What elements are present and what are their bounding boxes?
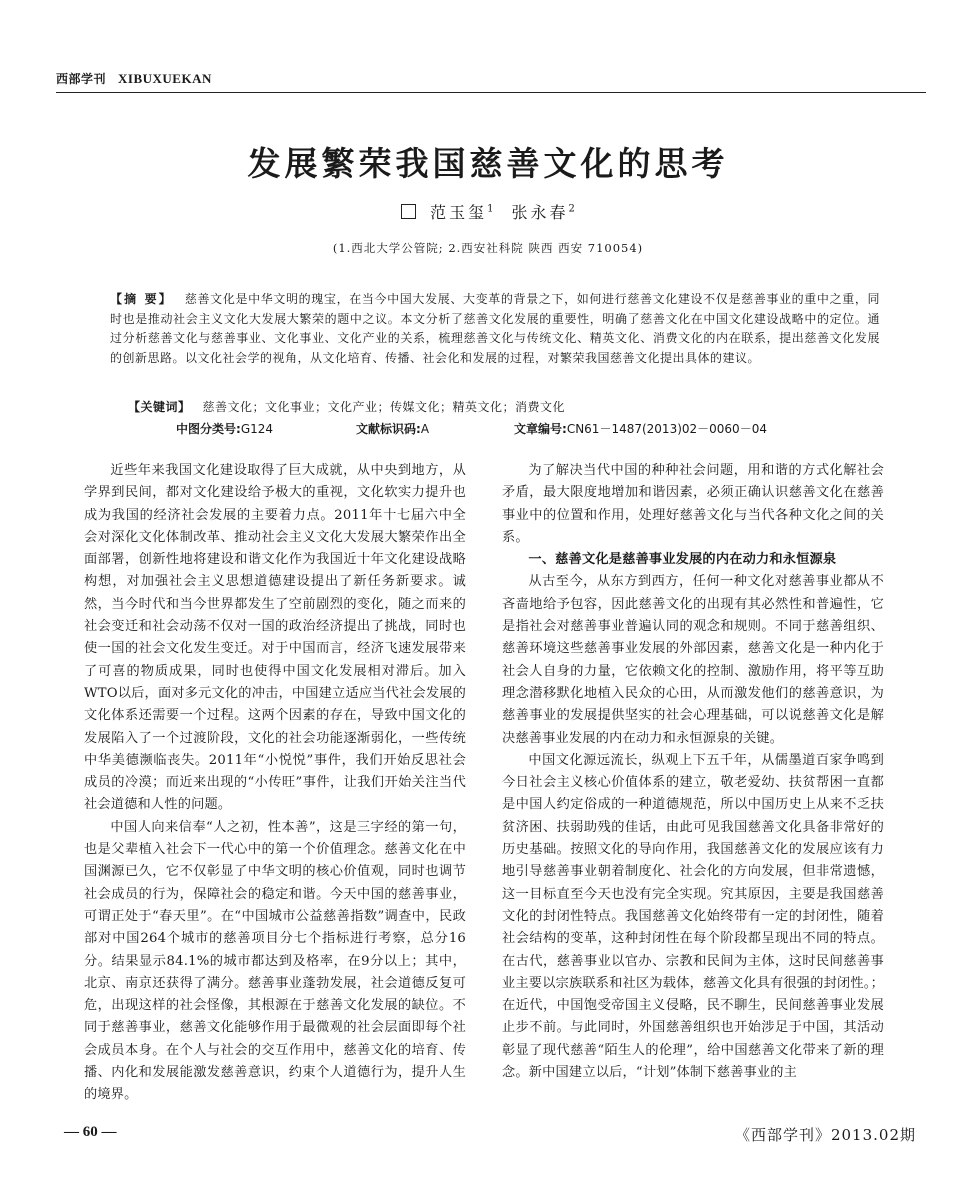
body-column-left: [84, 460, 466, 1107]
paragraph: 为了解决当代中国的种种社会问题，用和谐的方式化解社会矛盾，最大限度地增加和谐因素，必须正确认识慈善文化在慈善事业中的位置和作用，处理好慈善文化与当代各种文化之间的关系。: [502, 463, 884, 545]
author-line: [0, 200, 976, 223]
article-number-label: 文章编号:: [514, 422, 567, 436]
journal-issue: 《西部学刊》2013.02期: [734, 1126, 916, 1144]
running-header: [56, 70, 926, 93]
author-2-affil-mark: 2: [568, 203, 575, 215]
keywords-text: 慈善文化；文化事业；文化产业；传媒文化；精英文化；消费文化: [202, 400, 566, 414]
document-code-value: A: [420, 422, 430, 436]
document-code-label: 文献标识码:: [356, 422, 421, 436]
paragraph: 从古至今，从东方到西方，任何一种文化对慈善事业都从不吝啬地给予包容，因此慈善文化的出现有其必然性和普遍性，它是指社会对慈善事业普遍认同的观念和规则。不同于慈善组织、慈善环境这些慈善事业发展的外部因素，慈善文化是一种内化于社会人自身的力量，它依赖文化的控制、激励作用，将平等互助理念潜移默化地植入民众的心田，从而激发他们的慈善意识，为慈善事业的发展提供坚实的社会心理基础，可以说慈善文化是解决慈善事业发展的内在动力和永恒源泉的关键。: [502, 574, 884, 746]
affiliation: (1.西北大学公管院; 2.西安社科院 陕西 西安 710054): [332, 241, 644, 255]
abstract-label: 【摘 要】: [110, 292, 173, 306]
author-2: 张永春: [511, 203, 569, 222]
paragraph: 近些年来我国文化建设取得了巨大成就，从中央到地方，从学界到民间，都对文化建设给予极大的重视，文化软实力提升也成为我国的经济社会发展的主要着力点。2011年十七届六中全会对深化文化体制改革、推动社会主义文化大发展大繁荣作出全面部署，创新性地将建设和谐文化作为我国近十年文化建设战略构想，对加强社会主义思想道德建设提出了新任务新要求。诚然，当今时代和当今世界都发生了空前剧烈的变化，随之而来的社会变迁和社会动荡不仅对一国的政治经济提出了挑战，同时也使一国的社会文化发生变迁。对于中国而言，经济飞速发展带来了可喜的物质成果，同时也使得中国文化发展相对滞后。加入WTO以后，面对多元文化的冲击，中国建立适应当代社会发展的文化体系还需要一个过程。这两个因素的存在，导致中国文化的发展陷入了一个过渡阶段，文化的社会功能逐渐弱化，一些传统中华美德濒临丧失。2011年“小悦悦”事件，我们开始反思社会成员的冷漠；而近来出现的“小传旺”事件，让我们开始关注当代社会道德和人性的问题。: [84, 463, 466, 813]
paragraph: 中国人向来信奉“人之初，性本善”，这是三字经的第一句，也是父辈植入社会下一代心中的第一个价值理念。慈善文化在中国渊源已久，它不仅彰显了中华文明的核心价值观，同时也调节社会成员的行为，保障社会的稳定和谐。今天中国的慈善事业，可谓正处于“春天里”。在“中国城市公益慈善指数”调查中，民政部对中国264个城市的慈善项目分七个指标进行考察，总分16分。结果显示84.1%的城市都达到及格率，在9分以上；其中，北京、南京还获得了满分。慈善事业蓬勃发展，社会道德反复可危，出现这样的社会怪像，其根源在于慈善文化发展的缺位。不同于慈善事业，慈善文化能够作用于最微观的社会层面即每个社会成员本身。在个人与社会的交互作用中，慈善文化的培育、传播、内化和发展能激发慈善意识，约束个人道德行为，提升人生的境界。: [84, 819, 466, 1103]
clc-value: G124: [240, 422, 274, 436]
document-code: [356, 420, 429, 437]
keywords-label: 【关键词】: [128, 400, 191, 414]
clc-number: [176, 420, 273, 437]
article-number-value: CN61－1487(2013)02－0060－04: [566, 422, 767, 436]
author-1: 范玉玺: [430, 203, 488, 222]
article-number: [514, 420, 767, 437]
abstract: [110, 290, 880, 368]
author-1-affil-mark: 1: [487, 203, 494, 215]
clc-label: 中图分类号:: [176, 422, 241, 436]
paragraph: 中国文化源远流长，纵观上下五千年，从儒墨道百家争鸣到今日社会主义核心价值体系的建立，敬老爱幼、扶贫帮困一直都是中国人约定俗成的一种道德规范，所以中国历史上从来不乏扶贫济困、扶弱助残的佳话，由此可见我国慈善文化具备非常好的历史基础。按照文化的导向作用，我国慈善文化的发展应该有力地引导慈善事业朝着制度化、社会化的方向发展，但非常遗憾，这一目标直至今天也没有完全实现。究其原因，主要是我国慈善文化的封闭性特点。我国慈善文化始终带有一定的封闭性，随着社会结构的变革，这种封闭性在每个阶段都呈现出不同的特点。在古代，慈善事业以官办、宗教和民间为主体，这时民间慈善事业主要以宗族联系和社区为载体，慈善文化具有很强的封闭性。；在近代，中国饱受帝国主义侵略，民不聊生，民间慈善事业发展止步不前。与此同时，外国慈善组织也开始涉足于中国，其活动彰显了现代慈善“陌生人的伦理”，给中国慈善文化带来了新的理念。新中国建立以后，“计划”体制下慈善事业的主: [502, 752, 884, 1081]
article-title: 发展繁荣我国慈善文化的思考: [247, 144, 729, 183]
journal-name: 西部学刊: [56, 72, 107, 86]
journal-latin-name: XIBUXUEKAN: [118, 71, 212, 86]
section-heading: 一、慈善文化是慈善事业发展的内在动力和永恒源泉: [528, 552, 837, 568]
box-marker-icon: [401, 204, 416, 219]
abstract-text: 慈善文化是中华文明的瑰宝，在当今中国大发展、大变革的背景之下，如何进行慈善文化建设不仅是慈善事业的重中之重，同时也是推动社会主义文化大发展大繁荣的题中之议。本文分析了慈善文化发展的重要性，明确了慈善文化在中国文化建设战略中的定位。通过分析慈善文化与慈善事业、文化事业、文化产业的关系，梳理慈善文化与传统文化、精英文化、消费文化的内在联系，提出慈善文化发展的创新思路。以文化社会学的视角，从文化培育、传播、社会化和发展的过程，对繁荣我国慈善文化提出具体的建议。: [110, 292, 880, 365]
page-number: — 60 —: [64, 1124, 117, 1140]
body-column-right: [502, 460, 884, 1084]
keywords: [128, 398, 888, 416]
